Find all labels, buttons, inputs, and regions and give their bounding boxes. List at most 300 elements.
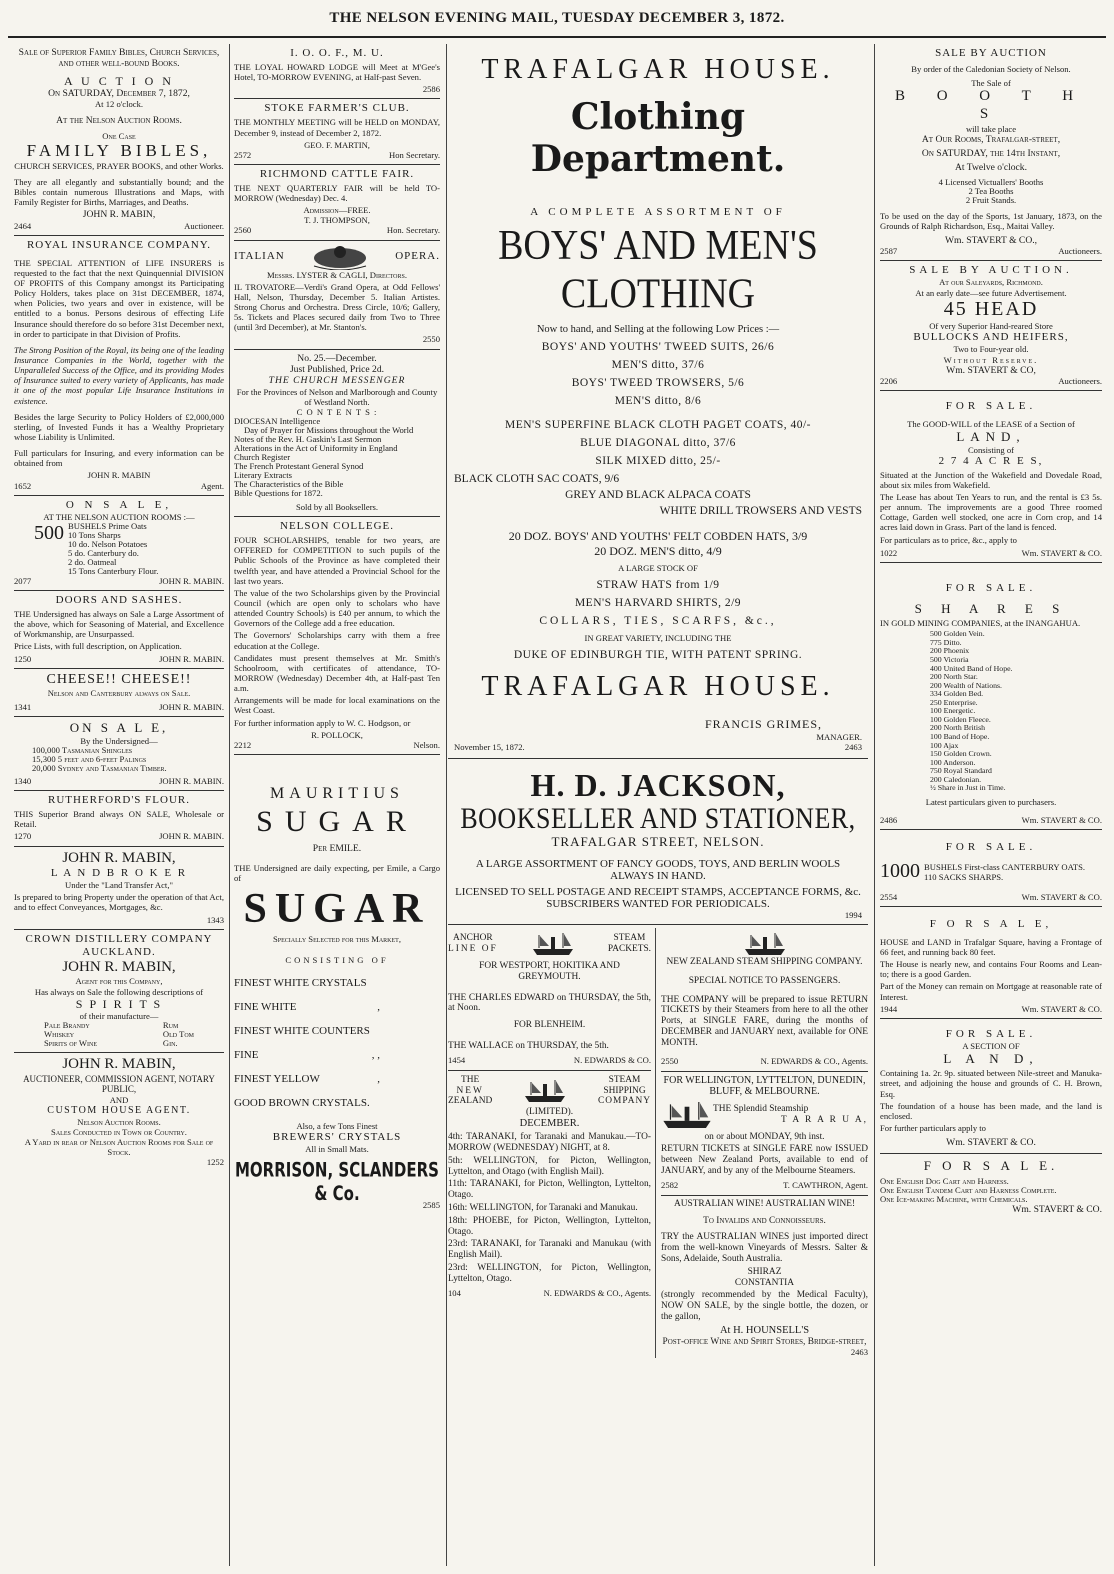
bibles-auction: A U C T I O N <box>64 73 174 88</box>
contents-item: Day of Prayer for Missions throughout the World <box>244 424 414 435</box>
column-1 <box>14 44 224 1168</box>
sugar-t3: SUGAR <box>243 885 431 932</box>
cheese-no: 1341 <box>14 702 32 713</box>
college-place: Nelson. <box>413 739 440 750</box>
section-body: Containing 1a. 2r. 9p. situated between Nile-street and Manuka-street, and adjoining the house and grounds of C. H. Brown, Esq. <box>880 1068 1102 1099</box>
booths-sale: The Sale of <box>971 78 1011 89</box>
ioof-ad <box>234 44 440 99</box>
auctioneer-and: AND <box>109 1094 129 1105</box>
trafalgar-no: 2463 <box>844 742 862 752</box>
price-line: MEN'S SUPERFINE BLACK CLOTH PAGET COATS, 40/- <box>504 419 812 431</box>
bibles-date: On SATURDAY, December 7, 1872, <box>48 87 190 99</box>
jackson-no: 1994 <box>844 910 862 920</box>
onsale-title: O N S A L E, <box>65 498 173 511</box>
nzsteam-no: 104 <box>448 1287 461 1298</box>
stock-line: A LARGE STOCK OF <box>618 563 698 573</box>
stoke-body: THE MONTHLY MEETING will be HELD on MONDAY, December 9, instead of December 2, 1872. <box>234 117 440 138</box>
share-item: 200 North Star. <box>930 672 978 682</box>
spirit-item: Old Tom <box>162 1028 194 1039</box>
flour-body: THIS Superior Brand always ON SALE, Wholesale or Retail. <box>14 809 224 830</box>
landbroker-body: Is prepared to bring Property under the operation of that Act, and to effect Conveyances, Mortgages, &c. <box>14 892 224 913</box>
section-ad <box>880 1019 1102 1154</box>
booths-by: By order of the Caledonian Society of Nelson. <box>911 63 1071 74</box>
shares-no: 2486 <box>880 815 898 826</box>
shares-signer: Wm. STAVERT & CO. <box>1021 815 1102 826</box>
doors-signer: JOHN R. MABIN. <box>159 653 224 664</box>
variety-line: IN GREAT VARIETY, INCLUDING THE <box>584 633 732 643</box>
distillery-title: CROWN DISTILLERY COMPANY AUCKLAND. <box>25 932 213 958</box>
sugar-item: GOOD BROWN CRYSTALS. <box>234 1097 370 1110</box>
shingles-ad <box>14 717 224 791</box>
nzsteam2-ad <box>661 928 868 1072</box>
royal-signer: JOHN R. MABIN <box>87 470 151 481</box>
landbroker-title: L A N D B R O K E R <box>50 867 188 880</box>
heifers-big: 45 HEAD <box>943 297 1039 320</box>
anchor-agent: N. EDWARDS & CO. <box>573 1054 652 1065</box>
royal-title: ROYAL INSURANCE COMPANY. <box>26 238 212 251</box>
distillery-agent: Agent for this Company, <box>75 976 163 987</box>
land274-acres: 2 7 4 A C R E S, <box>938 454 1044 467</box>
ioof-body: THE LOYAL HOWARD LODGE will Meet at M'Gee's Hotel, TO-MORROW EVENING, at Half-past Seven. <box>234 61 440 83</box>
tararua-ship: T A R A R U A, <box>781 1114 868 1125</box>
section-body2: The foundation of a house has been made, and the land is enclosed. <box>880 1100 1102 1121</box>
oats-title: FOR SALE. <box>945 841 1037 854</box>
price-line: BOYS' TWEED TROWSERS, 5/6 <box>571 377 745 389</box>
wine-body: TRY the AUSTRALIAN WINES just imported direct from the well-known Vineyards of Messrs. Salter & Sons, Adelaide, South Australia. <box>661 1232 868 1264</box>
contents-item: Church Register <box>234 452 291 462</box>
sugar-item: FINEST WHITE CRYSTALS <box>234 976 367 989</box>
tararua-ad <box>661 1072 868 1196</box>
bibles-role: Auctioneer. <box>184 220 224 231</box>
wine-no: 2463 <box>850 1346 868 1357</box>
nzsteam2-no: 2550 <box>661 1055 679 1066</box>
opera-ad <box>234 241 440 350</box>
booths-item: 4 Licensed Victuallers' Booths <box>938 176 1044 187</box>
nzsteam2-title: NEW ZEALAND STEAM SHIPPING COMPANY. <box>666 957 863 967</box>
column-rule <box>446 44 447 1566</box>
bibles-no: 2464 <box>14 220 32 231</box>
college-no: 2212 <box>234 739 252 750</box>
shingles-title: ON S A L E, <box>69 720 169 736</box>
onsale-item: 10 do. Nelson Potatoes <box>68 538 148 549</box>
house-signer: Wm. STAVERT & CO. <box>1021 1003 1102 1014</box>
shingles-item: 20,000 Sydney and Tasmanian Timber. <box>32 762 167 773</box>
land274-signer: Wm. STAVERT & CO. <box>1021 547 1102 558</box>
onsale-num: 500 <box>34 521 64 544</box>
distillery-ad <box>14 930 224 1053</box>
masthead: THE NELSON EVENING MAIL, TUESDAY DECEMBER 3, 1872. <box>329 10 785 26</box>
flour-ad <box>14 791 224 846</box>
wine-shiraz: SHIRAZ <box>747 1266 782 1277</box>
ioof-title: I. O. O. F., M. U. <box>290 47 384 59</box>
oats-body: BUSHELS First-class CANTERBURY OATS. <box>924 861 1086 872</box>
opera-right: OPERA. <box>395 250 440 263</box>
spirit-item: Pale Brandy <box>44 1019 90 1030</box>
land274-body3: The Lease has about Ten Years to run, and the rental is £3 5s. per annum. The improvements are a good Three roomed Cottage, Garden well stocked, one acre in Corn crop, and 14 acres laid down in Grass. Part of the land is fenced. <box>880 492 1102 533</box>
oats-no: 2554 <box>880 891 898 902</box>
section-body3: For further particulars apply to <box>880 1123 986 1134</box>
anchor-blenheim: FOR BLENHEIM. <box>513 1020 586 1031</box>
spirit-item: Spirits of Wine <box>44 1037 98 1048</box>
jackson-t1: H. D. JACKSON, <box>530 767 786 803</box>
heifers-when: At an early date—see future Advertisement. <box>915 287 1067 298</box>
wine-constantia: CONSTANTIA <box>734 1277 795 1288</box>
column-2 <box>234 44 440 1210</box>
sailing-item: 5th: WELLINGTON, for Picton, Wellington, Lyttelton, and Otago (with English Mail). <box>448 1155 652 1177</box>
share-item: 200 North British <box>930 723 986 733</box>
distillery-manuf: of their manufacture— <box>79 1010 159 1021</box>
bibles-time: At 12 o'clock. <box>94 99 144 110</box>
heifers-t: BULLOCKS AND HEIFERS, <box>913 331 1069 344</box>
sailing-item: 11th: TARANAKI, for Picton, Wellington, Lyttelton, Otago. <box>448 1179 652 1201</box>
messenger-sold: Sold by all Booksellers. <box>295 502 379 513</box>
auctioneer-body: Sales Conducted in Town or Country. <box>51 1126 187 1137</box>
royal-p1: THE SPECIAL ATTENTION of LIFE INSURERS is requested to the fact that the next Quinquennial DIVISION OF PROFITS of this Company amongst its Participating Policy Holders, takes place on 31st DECEMBER, 1874, when Policies, two years and over in existence, will be entitled to a bonus. Persons desirous of effecting Life Insurance should therefore do so before 31st December next, in order to participate in that Division of Profits. <box>14 257 224 339</box>
oats-ad <box>880 830 1102 907</box>
sugar-item: FINEST YELLOW <box>234 1073 320 1086</box>
harvard-shirts: MEN'S HARVARD SHIRTS, 2/9 <box>574 597 742 609</box>
shares-title: FOR SALE. <box>945 581 1037 594</box>
auctioneer-ad <box>14 1053 224 1168</box>
opera-directors: Messrs. LYSTER & CAGLI, Directors. <box>266 269 407 280</box>
ditto-mark: , <box>377 1073 380 1086</box>
sugar-item: FINE <box>234 1048 259 1061</box>
onsale-sub: AT THE NELSON AUCTION ROOMS :— <box>43 511 195 522</box>
price-line: BLUE DIAGONAL ditto, 37/6 <box>580 437 736 449</box>
royal-ad <box>14 236 224 496</box>
college-title: NELSON COLLEGE. <box>280 520 394 533</box>
messenger-contents: C O N T E N T S : <box>296 406 378 417</box>
nzsteam-l1: THE <box>461 1074 480 1085</box>
booths-date: On SATURDAY, the 14th Instant, <box>921 148 1061 160</box>
onsale-ad <box>14 496 224 591</box>
cheese-ad <box>14 669 224 718</box>
straw-hats: STRAW HATS from 1/9 <box>596 579 720 591</box>
onsale-item: 5 do. Canterbury do. <box>68 547 139 558</box>
share-item: 400 United Band of Hope. <box>930 663 1013 673</box>
onsale-no: 2077 <box>14 575 32 586</box>
heifers-signer: Wm. STAVERT & CO, <box>946 364 1036 376</box>
contents-item: Alterations in the Act of Uniformity in England <box>234 442 398 453</box>
price-line: MEN'S ditto, 37/6 <box>611 359 705 371</box>
distillery-spirits: S P I R I T S <box>75 996 163 1011</box>
heifers-place: At our Saleyards, Richmond. <box>939 277 1043 288</box>
steamship-icon <box>743 931 787 957</box>
jackson-ad <box>448 759 868 925</box>
harness-title: F O R S A L E. <box>923 1157 1059 1173</box>
land274-land: LAND, <box>956 429 1026 445</box>
house-no: 1944 <box>880 1003 898 1014</box>
harness-item: One English Dog Cart and Harness. <box>880 1175 1009 1186</box>
shipping-left <box>448 928 656 1358</box>
jackson-t2: BOOKSELLER AND STATIONER, <box>460 801 856 836</box>
nzsteam-l3: ZEALAND <box>448 1096 493 1107</box>
booths-signer: Wm. STAVERT & CO., <box>944 235 1038 247</box>
share-item: 250 Enterprise. <box>930 697 978 707</box>
doors-ad <box>14 591 224 669</box>
royal-role: Agent. <box>200 480 224 491</box>
shares-body: IN GOLD MINING COMPANIES, at the INANGAHUA. <box>880 618 1081 629</box>
tararua-no: 2582 <box>661 1179 679 1190</box>
sugar-brewers: BREWERS' CRYSTALS <box>272 1131 402 1144</box>
auctioneer-place: Nelson Auction Rooms. <box>77 1116 161 1127</box>
ioof-no: 2586 <box>422 84 440 95</box>
booths-at: At Our Rooms, Trafalgar-street, <box>921 133 1061 145</box>
landbroker-no: 1343 <box>206 914 224 925</box>
college-p6: For further information apply to W. C. Hodgson, or <box>234 717 411 728</box>
land274-consisting: Consisting of <box>967 444 1015 455</box>
section-sub: A SECTION OF <box>962 1040 1020 1051</box>
sugar-t1: MAURITIUS <box>270 785 404 802</box>
booths-ad <box>880 44 1102 261</box>
trafalgar-role: MANAGER. <box>816 732 862 742</box>
wine-ad <box>661 1199 868 1358</box>
booths-item: 2 Fruit Stands. <box>965 194 1017 205</box>
bibles-case: One Case <box>102 130 136 141</box>
booths-time: At Twelve o'clock. <box>954 162 1027 174</box>
anchor-ship2: THE WALLACE on THURSDAY, the 5th. <box>448 1041 609 1052</box>
cattle-ad <box>234 165 440 241</box>
royal-p3: Besides the large Security to Policy Holders of £2,000,000 sterling, of Invested Funds it has a Wealthy Proprietary whose Liability is Unlimited. <box>14 411 224 442</box>
anchor-ad <box>448 928 651 1071</box>
share-item: 200 Phoenix <box>930 646 970 656</box>
auctioneer-name: JOHN R. MABIN, <box>62 1056 176 1072</box>
bibles-body: They are all elegantly and substantially bound; and the Bibles contain numerous Illustrations and Maps, with Family Register for Births, Marriages, and Deaths. <box>14 176 224 208</box>
shingles-no: 1340 <box>14 776 32 786</box>
wine-sub: To Invalids and Connoisseurs. <box>703 1215 826 1226</box>
shipping-right <box>656 928 868 1358</box>
doors-title: DOORS AND SASHES. <box>55 594 183 607</box>
nzsteam-r3: COMPANY <box>597 1096 652 1107</box>
anchor-route: FOR WESTPORT, HOKITIKA AND GREYMOUTH. <box>479 961 620 982</box>
anchor-t2: LINE OF <box>448 944 498 954</box>
booths-body: To be used on the day of the Sports, 1st January, 1873, on the Grounds of Ralph Richardson, Esq., Maitai Valley. <box>880 210 1102 231</box>
onsale-item: 2 do. Oatmeal <box>68 556 117 567</box>
nzsteam2-body: THE COMPANY will be prepared to issue RETURN TICKETS by their Steamers from here to all the other Ports, at SINGLE FARE, during the months of DECEMBER and JANUARY next, available for ONE MONTH. <box>661 994 868 1048</box>
distillery-name: JOHN R. MABIN, <box>62 958 176 975</box>
price-line: MEN'S ditto, 8/6 <box>614 395 702 407</box>
doors-prices: Price Lists, with full description, on Application. <box>14 641 182 652</box>
heifers-age: Two to Four-year old. <box>953 344 1029 355</box>
nzsteam-r2: SHIPPING <box>603 1085 646 1096</box>
onsale-signer: JOHN R. MABIN. <box>159 575 224 586</box>
landbroker-ad <box>14 847 224 930</box>
share-item: 100 Golden Fleece. <box>930 714 991 724</box>
nzsteam-month: DECEMBER. <box>519 1118 580 1129</box>
tararua-body: RETURN TICKETS at SINGLE FARE now ISSUED between New Zealand Ports, available to end of JANUARY, and by any of the Melbourne Steamers. <box>661 1144 868 1176</box>
stoke-no: 2572 <box>234 149 252 160</box>
house-ad <box>880 907 1102 1019</box>
nzsteam2-notice: SPECIAL NOTICE TO PASSENGERS. <box>688 975 841 986</box>
heifers-no: 2206 <box>880 376 898 387</box>
heifers-reserve: Without Reserve. <box>943 354 1039 365</box>
price-line: SILK MIXED ditto, 25/- <box>595 455 721 467</box>
house-body: HOUSE and LAND in Trafalgar Square, having a Frontage of 66 feet, and running back 80 feet. <box>880 936 1102 958</box>
nzsteam2-agent: N. EDWARDS & CO., Agents. <box>760 1055 868 1066</box>
share-item: 100 Energetic. <box>930 706 976 716</box>
duke-tie: DUKE OF EDINBURGH TIE, WITH PATENT SPRING. <box>513 649 803 661</box>
landbroker-name: JOHN R. MABIN, <box>62 849 176 866</box>
stoke-title: STOKE FARMER'S CLUB. <box>264 102 410 115</box>
contents-item: The French Protestant General Synod <box>234 461 364 472</box>
flour-title: RUTHERFORD'S FLOUR. <box>47 794 190 807</box>
steamship-icon <box>523 1078 567 1104</box>
messenger-no: No. 25.—December. <box>297 352 377 364</box>
bibles-title: FAMILY BIBLES, <box>26 140 212 160</box>
sugar-per: Per EMILE. <box>312 843 362 855</box>
anchor-t4: PACKETS. <box>607 944 652 954</box>
sugar-body: THE Undersigned are daily expecting, per Emile, a Cargo of <box>234 862 440 883</box>
cattle-admission: Admission—FREE. <box>303 205 371 216</box>
sugar-also: Also, a few Tons Finest <box>296 1121 378 1132</box>
wine-body2: (strongly recommended by the Medical Faculty), NOW ON SALE, by the single bottle, the dozen, or the gallon, <box>661 1290 868 1322</box>
land274-body2: Situated at the Junction of the Wakefield and Dovedale Road, about six miles from Wakefield. <box>880 469 1102 490</box>
jackson-body: A LARGE ASSORTMENT OF FANCY GOODS, TOYS, AND BERLIN WOOLS ALWAYS IN HAND. <box>475 858 841 882</box>
sugar-mats: All in Small Mats. <box>305 1144 369 1155</box>
booths-no: 2587 <box>880 246 898 257</box>
trafalgar-t2: Clothing Department. <box>530 96 786 180</box>
landbroker-sub: Under the "Land Transfer Act," <box>65 880 173 891</box>
harness-item: One Ice-making Machine, with Chemicals. <box>880 1193 1028 1204</box>
column-4 <box>880 44 1102 1215</box>
booths-item: 2 Tea Booths <box>968 185 1014 196</box>
bibles-items: CHURCH SERVICES, PRAYER BOOKS, and other Works. <box>14 160 224 171</box>
spirit-item: Whiskey <box>44 1028 75 1039</box>
sailing-item: 23rd: TARANAKI, for Taranaki and Manukau (with English Mail). <box>448 1239 652 1261</box>
spirit-item: Rum <box>162 1019 179 1030</box>
land274-body: The GOOD-WILL of the LEASE of a Section of <box>907 419 1075 430</box>
share-item: 100 Anderson. <box>930 757 976 767</box>
sugar-t2: SUGAR <box>256 804 418 838</box>
trafalgar-ad <box>448 44 868 759</box>
stoke-signer: GEO. F. MARTIN, <box>304 139 370 150</box>
sugar-consisting: CONSISTING OF <box>285 954 389 965</box>
share-item: 775 Ditto. <box>930 637 962 647</box>
sugar-ad <box>234 755 440 1210</box>
contents-item: Bible Questions for 1872. <box>234 488 323 499</box>
booths-place: will take place <box>965 123 1017 134</box>
ditto-mark: , , <box>371 1048 380 1061</box>
onsale-item: 10 Tons Sharps <box>68 529 121 540</box>
anchor-t1: ANCHOR <box>453 933 493 944</box>
auctioneer-no: 1252 <box>206 1157 224 1168</box>
opera-body: IL TROVATORE—Verdi's Grand Opera, at Odd Fellows' Hall, Nelson, Thursday, December 5. Italian Artistes. Strong Chorus and Orchestra. Dress Circle, 10/6; Gallery, 5s. Tickets and Places secured daily from Two to Three (until 3rd December), at Mr. Stanton's. <box>234 281 440 333</box>
anchor-t3: STEAM <box>613 933 646 944</box>
steamship-icon <box>531 931 575 957</box>
sugar-firm: MORRISON, SCLANDERS & Co. <box>235 1157 439 1205</box>
contents-item: Notes of the Rev. H. Gaskin's Last Sermon <box>234 433 382 444</box>
share-item: ½ Share in Just in Time. <box>930 783 1006 793</box>
sailing-item: 23rd: WELLINGTON, for Picton, Wellington, Lyttelton, Otago. <box>448 1263 652 1284</box>
tararua-when: on or about MONDAY, 9th inst. <box>704 1131 825 1142</box>
stoke-ad <box>234 99 440 165</box>
royal-p2: The Strong Position of the Royal, its being one of the leading Insurance Companies in the World, together with the Unparalleled Success of the Office, and its providing Modes of Insurance suited to every variety of Applicants, has made it one of the most popular Life Insurance Institutions in existence. <box>14 344 224 406</box>
college-ad <box>234 517 440 755</box>
messenger-title: THE CHURCH MESSENGER <box>268 375 406 387</box>
collars-line: COLLARS, TIES, SCARFS, &c., <box>539 615 777 627</box>
jackson-t3: TRAFALGAR STREET, NELSON. <box>551 834 765 849</box>
tararua-title: FOR WELLINGTON, LYTTELTON, DUNEDIN, BLUFF, & MELBOURNE. <box>663 1074 866 1098</box>
anchor-ship1: THE CHARLES EDWARD on THURSDAY, the 5th, at Noon. <box>448 992 652 1014</box>
ditto-mark: , <box>377 1000 380 1013</box>
royal-crest-icon <box>310 244 370 270</box>
onsale-item: BUSHELS Prime Oats <box>68 520 147 531</box>
booths-t: B O O T H S <box>894 88 1088 122</box>
oats-signer: Wm. STAVERT & CO. <box>1021 891 1102 902</box>
messenger-sub: Just Published, Price 2d. <box>289 363 385 375</box>
ditto-mark <box>380 1097 440 1109</box>
heifers-title: SALE BY AUCTION. <box>909 264 1073 277</box>
share-item: 500 Golden Vein. <box>930 629 985 639</box>
top-rule <box>8 36 1106 38</box>
oats-big: 1000 <box>880 860 920 883</box>
bibles-place: At the Nelson Auction Rooms. <box>56 115 182 127</box>
contents-item: DIOCESAN Intelligence <box>234 415 321 426</box>
college-signer: R. POLLOCK, <box>311 729 363 740</box>
house-title: F O R S A L E, <box>929 917 1053 930</box>
drill-trowsers: WHITE DRILL TROWSERS AND VESTS <box>659 505 862 517</box>
nzsteam-l2: NEW <box>456 1085 484 1096</box>
section-land: L A N D, <box>943 1051 1039 1067</box>
sailing-item: 18th: PHOEBE, for Picton, Wellington, Lyttelton, Otago. <box>448 1215 652 1237</box>
share-item: 200 Wealth of Nations. <box>930 680 1002 690</box>
sugar-item: FINE WHITE <box>234 1000 297 1013</box>
ditto-mark <box>380 1025 440 1037</box>
section-title: FOR SALE. <box>945 1027 1037 1040</box>
auctioneer-yard: A Yard in rear of Nelson Auction Rooms for Sale of Stock. <box>24 1137 214 1158</box>
jackson-body2: LICENSED TO SELL POSTAGE AND RECEIPT STAMPS, ACCEPTANCE FORMS, &c. SUBSCRIBERS WANTED FOR PERIODICALS. <box>455 886 861 910</box>
flour-signer: JOHN R. MABIN. <box>159 831 224 842</box>
share-item: 334 Golden Bed. <box>930 689 984 699</box>
shares-t: S H A R E S <box>914 600 1068 616</box>
trafalgar-intro: Now to hand, and Selling at the following Low Prices :— <box>536 324 780 335</box>
share-item: 150 Golden Crown. <box>930 749 992 759</box>
nzsteam-r1: STEAM <box>608 1074 641 1085</box>
bibles-ad <box>14 44 224 236</box>
house-body3: Part of the Money can remain on Mortgage at reasonable rate of Interest. <box>880 981 1102 1002</box>
trafalgar-date: November 15, 1872. <box>454 742 525 752</box>
share-item: 750 Royal Standard <box>930 766 992 776</box>
messenger-ad <box>234 350 440 518</box>
anchor-no: 1454 <box>448 1054 466 1065</box>
tararua-agent: T. CAWTHRON, Agent. <box>783 1179 868 1190</box>
nzsteam-agent: N. EDWARDS & CO., Agents. <box>543 1287 652 1298</box>
hats-line-2: 20 DOZ. MEN'S ditto, 4/9 <box>594 544 722 558</box>
doors-body: THE Undersigned has always on Sale a Large Assortment of the above, which for Seasoning of Material, and Excellence of Workmanship, are Unsurpassed. <box>14 608 224 640</box>
sugar-no: 2585 <box>422 1199 440 1210</box>
harness-ad <box>880 1158 1102 1216</box>
sailing-item: 16th: WELLINGTON, for Taranaki and Manukau. <box>448 1202 638 1213</box>
college-p4: Candidates must present themselves at Mr. Smith's Schoolroom, with certificates of attendance, TO-MORROW (Wednesday) December 4th, at Half-past Ten a.m. <box>234 652 440 694</box>
share-item: 100 Ajax <box>930 740 959 750</box>
heifers-sub: Of very Superior Hand-reared Store <box>929 321 1053 332</box>
messenger-for: For the Provinces of Nelson and Marlborough and County of Westland North. <box>236 386 438 407</box>
shingles-signer: JOHN R. MABIN. <box>159 776 224 786</box>
wine-place: Post-office Wine and Spirit Stores, Bridge-street, <box>662 1336 867 1347</box>
onsale-item: 15 Tons Canterbury Flour. <box>68 565 159 576</box>
sugar-item: FINEST WHITE COUNTERS <box>234 1024 370 1037</box>
cattle-role: Hon. Secretary. <box>386 225 440 236</box>
alpaca-coats: GREY AND BLACK ALPACA COATS <box>565 489 751 501</box>
shares-latest: Latest particulars given to purchasers. <box>925 796 1057 807</box>
shipping-section <box>448 928 868 1358</box>
doors-no: 1250 <box>14 653 32 664</box>
share-item: 100 Band of Hope. <box>930 732 990 742</box>
cheese-title: CHEESE!! CHEESE!! <box>46 671 192 687</box>
section-signer: Wm. STAVERT & CO. <box>946 1137 1036 1149</box>
college-p2: The value of the two Scholarships given by the Provincial Council (which are open only to scholars who have attended Country Schools) is £40 per annum, to which the Governors of the College add a free education. <box>234 587 440 629</box>
college-p1: FOUR SCHOLARSHIPS, tenable for two years, are OFFERED for COMPETITION to such pupils of the Public Schools of the Province as have completed their twelfth year, and have attended a Provincial School for the last two years. <box>234 535 440 586</box>
